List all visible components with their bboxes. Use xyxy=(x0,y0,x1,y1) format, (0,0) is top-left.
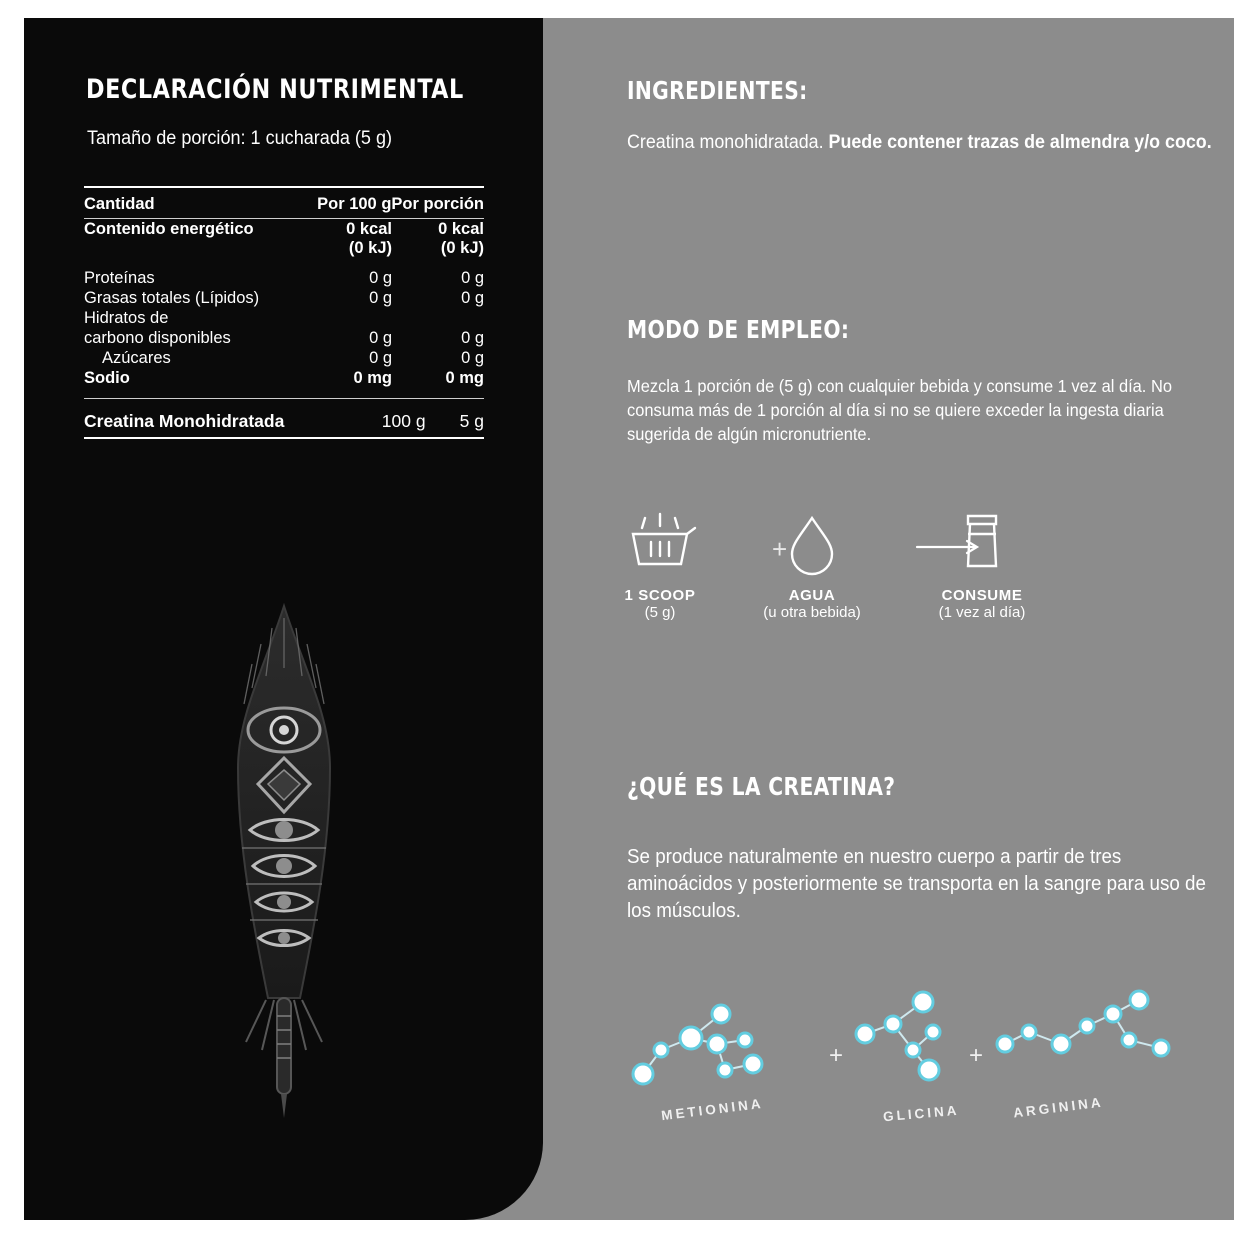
row-per-100g: 0 kcal xyxy=(346,220,392,238)
row-label: Azúcares xyxy=(102,349,171,367)
table-header-row xyxy=(84,188,484,218)
step-water-label: AGUA xyxy=(788,587,836,604)
molecule-plus-1: + xyxy=(829,1042,844,1069)
row-per-serving: (0 kJ) xyxy=(440,239,484,257)
table-bottom-rule xyxy=(84,437,484,439)
table-row xyxy=(84,239,484,258)
row-label: Proteínas xyxy=(84,269,155,287)
table-row xyxy=(84,288,484,308)
row-per-100g: 0 g xyxy=(369,289,392,307)
row-label: carbono disponibles xyxy=(84,329,231,347)
step-consume xyxy=(907,510,1057,621)
footer-per-serving: 5 g xyxy=(459,411,484,431)
footer-label: Creatina Monohidratada xyxy=(84,411,285,431)
what-is-creatine-text: Se produce naturalmente en nuestro cuerpo a partir de tres aminoácidos y posteriormente se transporta en la sangre para uso de los músculos. xyxy=(627,846,1206,922)
nutrition-title: DECLARACIÓN NUTRIMENTAL xyxy=(86,74,464,105)
nutrition-table xyxy=(84,186,484,439)
table-footer-row xyxy=(84,399,484,437)
usage-text: Mezcla 1 porción de (5 g) con cualquier bebida y consume 1 vez al día. No consuma más de 1 porción al día si no se quiere exceder la ingesta diaria sugerida de algún micronutriente. xyxy=(627,376,1172,444)
scoop-icon xyxy=(621,510,699,576)
step-consume-label: CONSUME xyxy=(941,587,1023,604)
row-per-serving xyxy=(392,308,484,328)
ingredients-text xyxy=(627,130,1229,155)
product-label xyxy=(24,18,1234,1220)
step-scoop-sub: (5 g) xyxy=(644,604,676,621)
header-per-serving: Por porción xyxy=(391,195,484,213)
info-panel xyxy=(543,18,1234,1220)
molecule-plus-2: + xyxy=(969,1042,984,1069)
serving-size: Tamaño de porción: 1 cucharada (5 g) xyxy=(87,128,393,149)
row-label: Sodio xyxy=(84,369,130,387)
table-row xyxy=(84,308,484,328)
table-row xyxy=(84,348,484,368)
row-per-serving: 0 g xyxy=(461,269,484,287)
molecule-label-glicina: GLICINA xyxy=(882,1102,961,1125)
step-scoop xyxy=(585,510,735,621)
row-label: Contenido energético xyxy=(84,220,254,238)
molecule-graphics xyxy=(617,978,1217,1108)
row-per-serving: 0 mg xyxy=(445,369,484,387)
row-per-100g xyxy=(300,308,392,328)
header-per-100g: Por 100 g xyxy=(317,195,392,213)
amino-acid-diagram xyxy=(617,978,1217,1138)
row-label xyxy=(84,239,300,258)
row-per-100g: 0 g xyxy=(369,329,392,347)
usage-steps xyxy=(624,510,1097,640)
step-water-sub: (u otra bebida) xyxy=(763,604,861,621)
table-row xyxy=(84,219,484,239)
row-per-serving: 0 g xyxy=(461,329,484,347)
row-per-100g: 0 mg xyxy=(353,369,392,387)
table-row xyxy=(84,268,484,288)
step-water xyxy=(737,510,887,621)
step-consume-sub: (1 vez al día) xyxy=(938,604,1026,621)
ingredients-normal: Creatina monohidratada. xyxy=(627,132,829,153)
shaker-icon xyxy=(954,510,1010,576)
nutrition-panel xyxy=(24,18,543,1220)
step-scoop-label: 1 SCOOP xyxy=(624,587,696,604)
row-per-100g: 0 g xyxy=(369,349,392,367)
ingredients-title: INGREDIENTES: xyxy=(627,76,808,105)
table-row xyxy=(84,368,484,388)
header-amount: Cantidad xyxy=(84,195,155,213)
ingredients-allergen: Puede contener trazas de almendra y/o coco. xyxy=(828,132,1212,153)
row-per-serving: 0 g xyxy=(461,289,484,307)
table-row xyxy=(84,328,484,348)
footer-per-100g: 100 g xyxy=(381,411,426,431)
usage-title: MODO DE EMPLEO: xyxy=(627,315,850,344)
row-per-100g: (0 kJ) xyxy=(348,239,392,257)
row-per-serving: 0 kcal xyxy=(438,220,484,238)
row-per-serving: 0 g xyxy=(461,349,484,367)
feather-emblem xyxy=(24,598,543,1158)
row-per-100g: 0 g xyxy=(369,269,392,287)
molecule-label-metionina: METIONINA xyxy=(660,1095,765,1124)
step-separator-plus: + xyxy=(772,534,788,564)
water-drop-icon xyxy=(782,510,842,576)
what-is-creatine-title: ¿QUÉ ES LA CREATINA? xyxy=(627,772,896,801)
row-label: Grasas totales (Lípidos) xyxy=(84,289,260,307)
row-label: Hidratos de xyxy=(84,309,169,327)
molecule-label-arginina: ARGININA xyxy=(1012,1094,1105,1121)
